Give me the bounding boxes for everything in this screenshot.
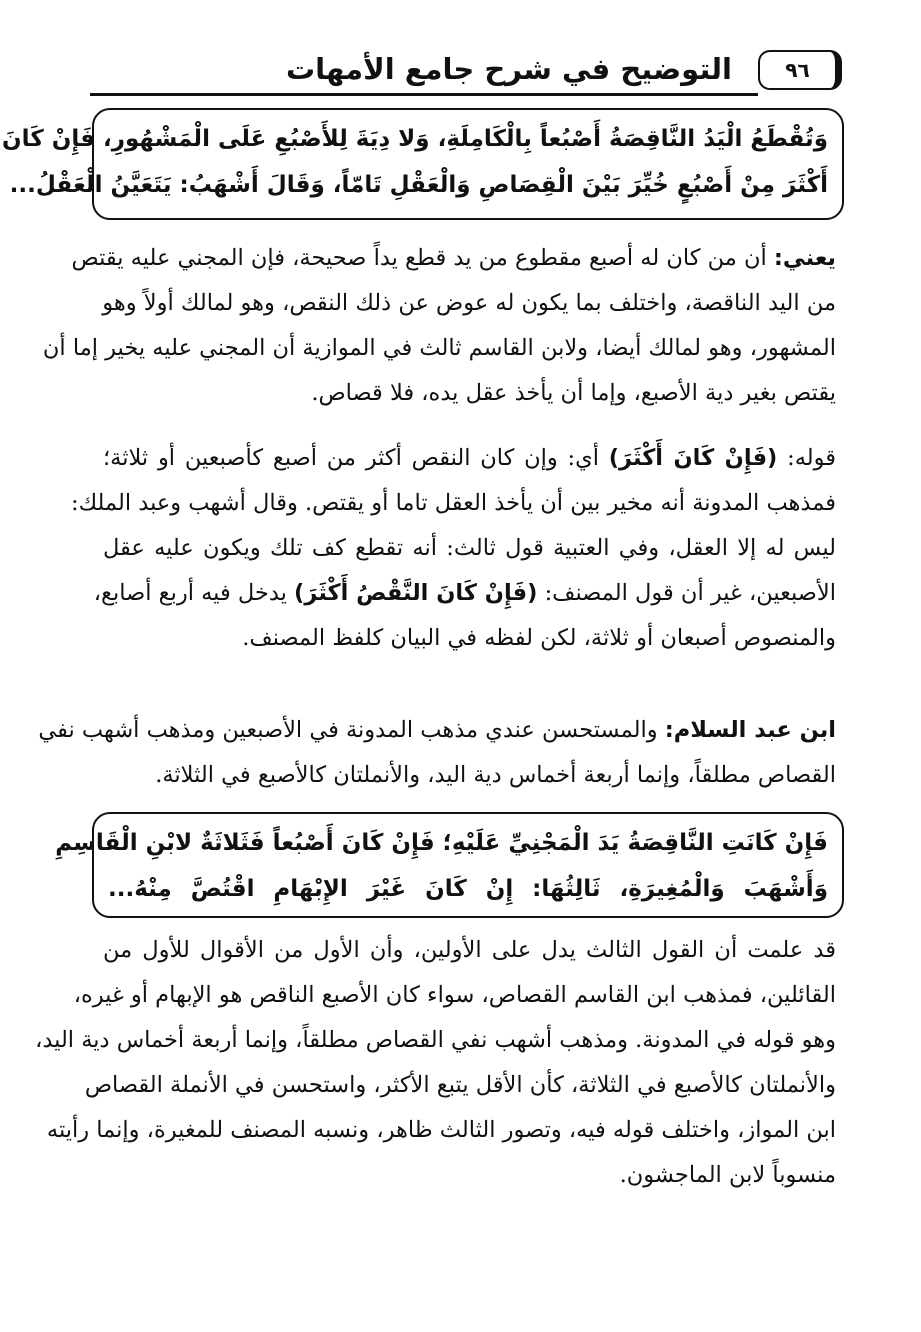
text-fragment: أي: وإن كان النقص أكثر من أصبع كأصبعين أو ثلاثة؛ <box>103 445 609 471</box>
quote-line: أَكْثَرَ مِنْ أَصْبُعٍ خُيِّرَ بَيْنَ الْقِصَاصِ وَالْعَقْلِ تَامّاً، وَقَالَ أَشْهَبُ: يَتَعَيَّنُ الْعَقْلُ... <box>9 172 828 198</box>
text-fragment: الأصبعين، غير أن قول المصنف: <box>537 580 836 606</box>
text-fragment: أن من كان له أصبع مقطوع من يد قطع يداً صحيحة، فإن المجني عليه يقتص <box>71 245 774 271</box>
book-title: التوضيح في شرح جامع الأمهات <box>285 52 732 86</box>
matn-quote-box-1 <box>2 108 844 220</box>
quoted-matn: (فَإِنْ كَانَ النَّقْصُ أَكْثَرَ) <box>294 580 538 606</box>
running-header <box>90 50 842 96</box>
quote-line: وَأَشْهَبَ وَالْمُغِيرَةِ، ثَالِثُهَا: إِنْ كَانَ غَيْرَ الإِبْهَامِ اقْتُصَّ مِنْهُ... <box>108 876 828 902</box>
quote-line: وَتُقْطَعُ الْيَدُ النَّاقِصَةُ أَصْبُعاً بِالْكَامِلَةِ، وَلا دِيَةَ لِلأَصْبُعِ عَلَى الْمَشْهُورِ، فَإِنْ كَانَ <box>2 126 828 152</box>
text-fragment: يدخل فيه أربع أصابع، <box>93 580 295 606</box>
text-line <box>93 571 836 616</box>
cited-scholar: ابن عبد السلام: <box>664 717 836 743</box>
commentary-paragraph-3 <box>38 708 836 798</box>
lead-word: يعني: <box>773 245 836 271</box>
commentary-paragraph-4 <box>35 928 836 1198</box>
text-fragment: قوله: <box>777 445 836 471</box>
text-line: المشهور، وهو لمالك أيضا، ولابن القاسم ثالث في الموازية أن المجني عليه يخير إما أن <box>42 335 836 361</box>
commentary-paragraph-2 <box>71 436 836 661</box>
matn-quote-box-2 <box>55 812 844 918</box>
text-line: منسوباً لابن الماجشون. <box>619 1162 836 1188</box>
text-line: والأنملتان كالأصبع في الثلاثة، كأن الأقل يتبع الأكثر، واستحسن في الأنملة القصاص <box>84 1072 836 1098</box>
commentary-paragraph-1 <box>42 236 836 416</box>
text-line: والمنصوص أصبعان أو ثلاثة، لكن لفظه في البيان كلفظ المصنف. <box>242 625 836 651</box>
text-line: القصاص مطلقاً، وإنما أربعة أخماس دية اليد، والأنملتان كالأصبع في الثلاثة. <box>155 762 836 788</box>
text-line <box>38 708 836 753</box>
page-number: ٩٦ <box>785 58 810 82</box>
text-fragment: والمستحسن عندي مذهب المدونة في الأصبعين ومذهب أشهب نفي <box>38 717 665 743</box>
text-line: قد علمت أن القول الثالث يدل على الأولين، وأن الأول من الأقوال للأول من <box>103 937 836 963</box>
quote-line: فَإِنْ كَانَتِ النَّاقِصَةُ يَدَ الْمَجْنِيِّ عَلَيْهِ؛ فَإِنْ كَانَ أَصْبُعاً فَثَلاثَةٌ لابْنِ الْقَاسِمِ <box>55 830 828 856</box>
text-line: ليس له إلا العقل، وفي العتبية قول ثالث: أنه تقطع كف تلك ويكون عليه عقل <box>103 535 836 561</box>
text-line: القائلين، فمذهب ابن القاسم القصاص، سواء كان الأصبع الناقص هو الإبهام أو غيره، <box>73 982 836 1008</box>
text-line: من اليد الناقصة، واختلف بما يكون له عوض عن ذلك النقص، وهو لمالك أولاً وهو <box>102 290 836 316</box>
text-line <box>71 236 836 281</box>
quoted-matn: (فَإِنْ كَانَ أَكْثَرَ) <box>608 445 778 471</box>
text-line: ابن المواز، واختلف قوله فيه، وتصور الثالث ظاهر، ونسبه المصنف للمغيرة، وإنما رأيته <box>46 1117 836 1143</box>
page-number-box <box>758 50 842 90</box>
text-line: يقتص بغير دية الأصبع، وإما أن يأخذ عقل يده، فلا قصاص. <box>311 380 836 406</box>
text-line <box>103 436 836 481</box>
text-line: وهو قوله في المدونة. ومذهب أشهب نفي القصاص مطلقاً، وإنما أربعة أخماس دية اليد، <box>35 1027 836 1053</box>
text-line: فمذهب المدونة أنه مخير بين أن يأخذ العقل تاما أو يقتص. وقال أشهب وعبد الملك: <box>71 490 836 516</box>
header-rule <box>90 93 758 96</box>
